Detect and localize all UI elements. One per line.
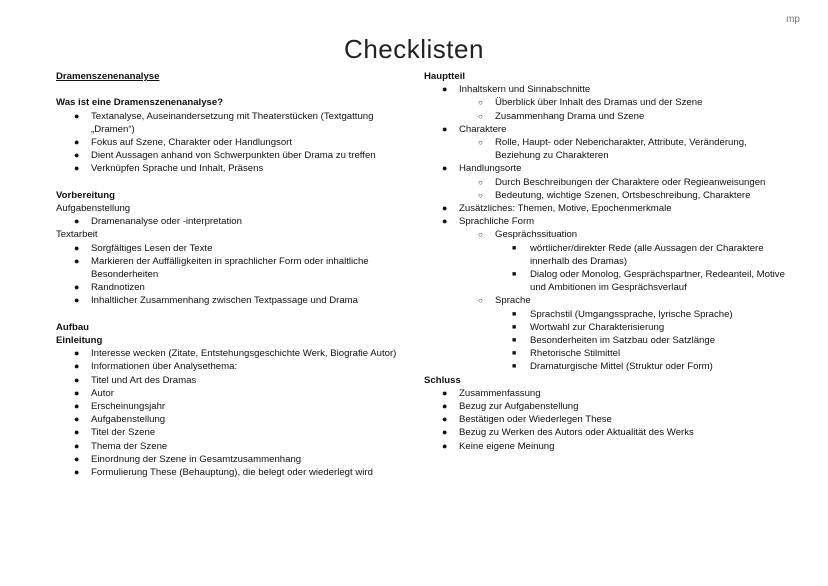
list-item: ● Titel der Szene [74,427,156,439]
list-item: ● Verknüpfen Sprache und Inhalt, Präsens [74,163,264,175]
bullet-circle-icon: ○ [478,177,483,187]
list-item: ● Erscheinungsjahr [74,401,166,413]
bullet-dot-icon: ● [74,374,80,385]
what-heading: Was ist eine Dramenszenenanalyse? [56,97,224,109]
list-item: ● Interesse wecken (Zitate, Entstehungsgeschichte Werk, Biografie Autor) [74,348,397,360]
list-item: ■ Wortwahl zur Charakterisierung [512,321,665,333]
list-item: ■ wörtlicher/direkter Rede (alle Aussagen der Charaktere innerhalb des Dramas) [512,242,764,267]
bullet-dot-icon: ● [74,440,80,451]
list-item: ● Charaktere [442,123,507,135]
list-item: ● Einordnung der Szene in Gesamtzusammenhang [74,453,302,465]
bullet-dot-icon: ● [442,84,448,95]
list-item: ○ Zusammenhang Drama und Szene [478,110,645,122]
list-item: ● Sprachliche Form [442,216,535,228]
list-item: ● Randnotizen [74,282,145,294]
list-item: ○ Rolle, Haupt- oder Nebencharakter, Attribute, Veränderung, Beziehung zu Charakteren [478,137,747,162]
bullet-circle-icon: ○ [478,296,483,306]
bullet-dot-icon: ● [74,255,80,266]
bullet-dot-icon: ● [74,467,80,478]
section-title: Dramenszenenanalyse [56,71,160,82]
bullet-circle-icon: ○ [478,111,483,121]
list-item: ○ Bedeutung, wichtige Szenen, Ortsbeschreibung, Charaktere [478,189,751,201]
task-label: Aufgabenstellung [56,203,131,214]
bullet-circle-icon: ○ [478,190,483,200]
list-item: ● Autor [74,387,114,399]
list-item: ● Keine eigene Meinung [442,440,555,452]
list-item: ● Zusammenfassung [442,387,541,399]
list-item: ○ Überblick über Inhalt des Dramas und der Szene [478,97,703,109]
list-item: ○ Gesprächssituation [478,229,578,241]
list-item: ● Formulierung These (Behauptung), die belegt oder wiederlegt wird [74,467,373,479]
bullet-dot-icon: ● [74,401,80,412]
structure-heading: Aufbau [56,321,90,333]
bullet-square-icon: ■ [512,271,517,279]
list-item: ● Fokus auf Szene, Charakter oder Handlungsort [74,137,293,148]
list-item: ● Bestätigen oder Wiederlegen These [442,414,612,426]
bullet-dot-icon: ● [74,150,80,161]
bullet-dot-icon: ● [442,401,448,412]
bullet-square-icon: ■ [512,363,517,371]
bullet-dot-icon: ● [442,427,448,438]
bullet-dot-icon: ● [442,387,448,398]
bullet-dot-icon: ● [74,427,80,438]
author-initials: mp [786,14,800,25]
bullet-square-icon: ■ [512,337,517,345]
list-item: ■ Sprachstil (Umgangssprache, lyrische Sprache) [512,308,733,320]
list-item: ● Handlungsorte [442,163,522,175]
bullet-dot-icon: ● [74,163,80,174]
left-column [56,70,401,479]
list-item: ■ Dialog oder Monolog, Gesprächspartner, Redeanteil, Motive und Ambitionen im Gesprächsverlauf [512,269,785,294]
list-item: ● Informationen über Analysethema: [74,361,238,373]
bullet-dot-icon: ● [74,216,80,227]
list-item: ● Dient Aussagen anhand von Schwerpunkten über Drama zu treffen [74,150,376,162]
bullet-circle-icon: ○ [478,138,483,148]
list-item: ● Markieren der Auffälligkeiten in sprachlicher Form oder inhaltliche Besonderheiten [74,255,369,281]
list-item: ● Textanalyse, Auseinandersetzung mit Theaterstücken (Textgattung „Dramen“) [74,110,374,135]
bullet-dot-icon: ● [74,282,80,293]
bullet-dot-icon: ● [74,295,80,306]
bullet-dot-icon: ● [442,414,448,425]
bullet-square-icon: ■ [512,244,517,252]
prep-heading: Vorbereitung [56,189,115,201]
list-item: ● Bezug zu Werken des Autors oder Aktualität des Werks [442,427,694,439]
list-item: ● Sorgfältiges Lesen der Texte [74,242,213,254]
bullet-dot-icon: ● [74,110,80,121]
bullet-dot-icon: ● [442,123,448,134]
textwork-label: Textarbeit [56,229,98,241]
main-heading: Hauptteil [424,71,466,82]
end-heading: Schluss [424,374,461,386]
bullet-square-icon: ■ [512,350,517,358]
list-item: ● Inhaltskern und Sinnabschnitte [442,84,591,96]
list-item: ● Inhaltlicher Zusammenhang zwischen Textpassage und Drama [74,295,358,307]
list-item: ● Dramenanalyse oder -interpretation [74,216,242,228]
list-item: ○ Durch Beschreibungen der Charaktere oder Regieanweisungen [478,176,766,188]
bullet-dot-icon: ● [74,348,80,359]
bullet-circle-icon: ○ [478,98,483,108]
right-column [424,70,794,453]
intro-heading: Einleitung [56,335,103,347]
bullet-dot-icon: ● [74,453,80,464]
bullet-dot-icon: ● [74,414,80,425]
list-item: ■ Rhetorische Stilmittel [512,348,621,360]
list-item: ● Bezug zur Aufgabenstellung [442,401,579,413]
bullet-dot-icon: ● [74,387,80,398]
bullet-dot-icon: ● [442,203,448,214]
bullet-square-icon: ■ [512,323,517,331]
bullet-dot-icon: ● [74,242,80,253]
bullet-dot-icon: ● [442,163,448,174]
list-item: ● Titel und Art des Dramas [74,374,197,386]
list-item: ● Aufgabenstellung [74,414,166,426]
bullet-dot-icon: ● [442,216,448,227]
page-title: Checklisten [344,34,484,64]
list-item: ○ Sprache [478,295,531,307]
bullet-dot-icon: ● [74,361,80,372]
list-item: ■ Besonderheiten im Satzbau oder Satzlänge [512,335,716,347]
bullet-dot-icon: ● [74,137,80,147]
list-item: ● Zusätzliches: Themen, Motive, Epochenmerkmale [442,203,672,215]
list-item: ■ Dramaturgische Mittel (Struktur oder Form) [512,361,713,373]
list-item: ● Thema der Szene [74,440,168,452]
bullet-square-icon: ■ [512,310,517,318]
bullet-dot-icon: ● [442,440,448,451]
bullet-circle-icon: ○ [478,230,483,240]
